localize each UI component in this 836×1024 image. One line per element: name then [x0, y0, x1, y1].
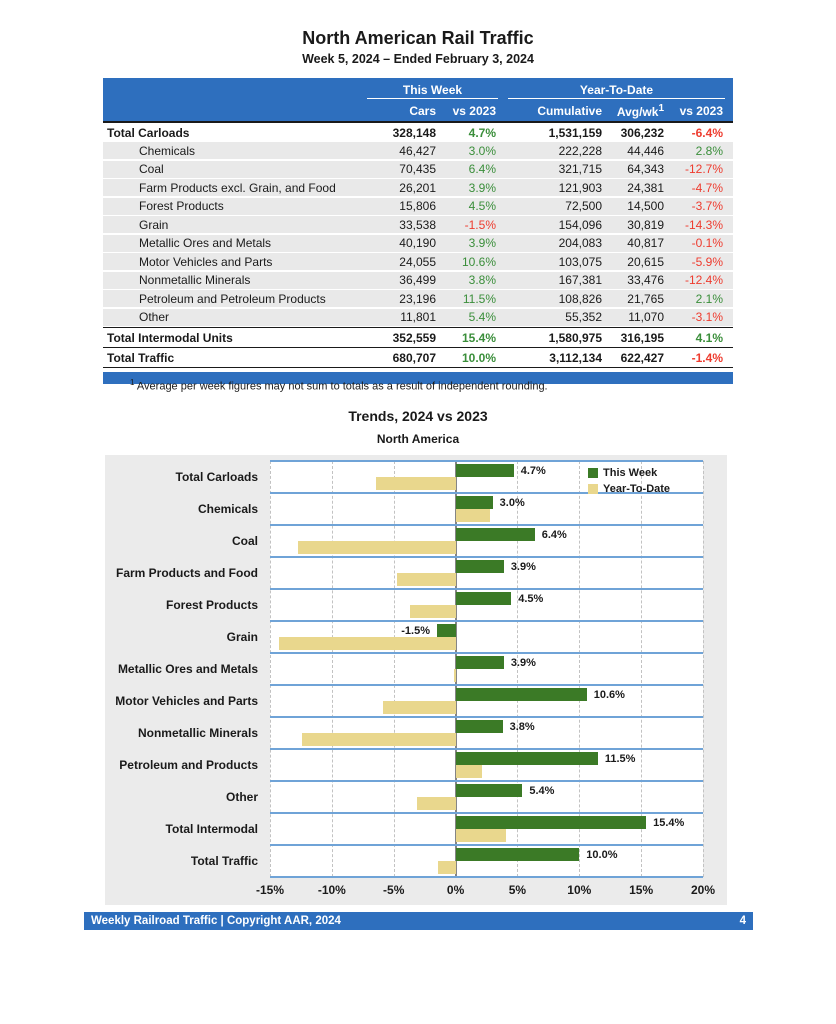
chart-title: Trends, 2024 vs 2023: [348, 408, 488, 424]
row-separator-line: [270, 684, 703, 686]
this-week-bar: [456, 560, 504, 573]
year-to-date-bar: [438, 861, 455, 874]
row-separator-line: [270, 812, 703, 814]
table-bottom-rule: [103, 367, 733, 368]
gridline: [703, 461, 704, 877]
row-avgwk: 14,500: [627, 199, 664, 213]
x-axis-tick-label: 20%: [690, 883, 716, 897]
bar-value-label: 11.5%: [604, 752, 636, 765]
table-row: [103, 253, 733, 270]
row-avgwk: 24,381: [627, 180, 664, 195]
chart-category-label: Chemicals: [197, 502, 258, 516]
row-cars-vs: 4.5%: [468, 199, 496, 213]
chart-category-label: Total Carloads: [175, 470, 258, 484]
chart-category-label: Nonmetallic Minerals: [137, 726, 258, 740]
row-avgwk: 11,070: [628, 310, 664, 324]
table-row: [103, 161, 733, 178]
row-cars-vs: 3.8%: [468, 273, 496, 287]
row-avgwk: 44,446: [627, 143, 664, 158]
year-to-date-bar: [456, 509, 491, 522]
legend-item-year-to-date: [588, 481, 670, 497]
row-avgwk: 64,343: [627, 162, 664, 176]
row-label: Farm Products excl. Grain, and Food: [139, 180, 336, 195]
chart-subtitle: North America: [376, 432, 460, 446]
row-separator-line: [270, 652, 703, 654]
legend-label-this-week: This Week: [603, 467, 658, 479]
bar-value-label: 3.9%: [510, 656, 536, 669]
row-cumulative: 3,112,134: [549, 350, 602, 365]
year-to-date-bar: [417, 797, 455, 810]
row-ytd-vs: -6.4%: [691, 125, 723, 140]
chart-category-label: Total Traffic: [190, 854, 258, 868]
legend-item-this-week: [588, 465, 670, 481]
row-cumulative: 55,352: [565, 310, 602, 324]
row-cars-vs: 15.4%: [461, 330, 496, 345]
bar-value-label: 6.4%: [541, 528, 567, 541]
this-week-bar: [456, 656, 504, 669]
bar-value-label: 10.0%: [586, 848, 618, 861]
this-week-bar: [437, 624, 456, 637]
table-row: [103, 309, 733, 326]
row-ytd-vs: -5.9%: [691, 254, 723, 269]
this-week-bar: [456, 688, 587, 701]
row-cumulative: 103,075: [558, 254, 602, 269]
row-ytd-vs: -4.7%: [691, 180, 723, 195]
this-week-bar: [456, 816, 647, 829]
row-separator-line: [270, 620, 703, 622]
row-avgwk: 316,195: [620, 330, 664, 345]
chart-category-label: Metallic Ores and Metals: [117, 662, 258, 676]
row-cars: 40,190: [399, 236, 436, 250]
table-row: [103, 235, 733, 252]
legend-label-year-to-date: Year-To-Date: [603, 483, 671, 495]
row-cumulative: 222,228: [558, 143, 602, 158]
bar-value-label: 15.4%: [653, 816, 685, 829]
row-cumulative: 204,083: [558, 236, 602, 250]
year-to-date-bar: [456, 765, 482, 778]
year-to-date-bar: [302, 733, 455, 746]
row-label: Total Carloads: [107, 125, 190, 140]
row-cumulative: 72,500: [565, 199, 602, 213]
row-cars: 70,435: [399, 162, 436, 176]
this-week-bar: [456, 592, 512, 605]
row-label: Motor Vehicles and Parts: [139, 254, 273, 269]
table-row: [103, 327, 733, 347]
bar-value-label: 3.9%: [510, 560, 536, 573]
row-separator-line: [270, 876, 703, 878]
row-ytd-vs: -3.1%: [691, 310, 723, 324]
row-avgwk: 21,765: [627, 291, 664, 306]
trends-bar-chart: [105, 455, 727, 905]
col-header-cumulative: Cumulative: [537, 103, 602, 118]
x-axis-tick-label: 10%: [567, 883, 592, 897]
row-label: Total Intermodal Units: [107, 330, 233, 345]
bar-value-label: -1.5%: [401, 624, 430, 637]
chart-category-label: Motor Vehicles and Parts: [115, 694, 258, 708]
row-separator-line: [270, 588, 703, 590]
footnote: $^1$ Average per week figures may not sum to totals as a result of independent rounding.: [130, 378, 548, 393]
bar-value-label: 10.6%: [593, 688, 625, 701]
row-cars-vs: 5.4%: [468, 310, 496, 324]
year-to-date-bar: [279, 637, 456, 650]
row-label: Coal: [139, 162, 164, 176]
row-cars: 24,055: [399, 254, 436, 269]
x-axis-tick-label: -15%: [255, 883, 285, 897]
row-cars: 26,201: [399, 180, 436, 195]
footer-page-number: 4: [739, 915, 746, 927]
row-cars-vs: -1.5%: [464, 217, 496, 232]
row-ytd-vs: -14.3%: [684, 217, 723, 232]
row-ytd-vs: -3.7%: [691, 199, 723, 213]
year-to-date-bar: [454, 669, 455, 682]
row-cumulative: 1,531,159: [548, 125, 602, 140]
row-ytd-vs: -12.7%: [684, 162, 723, 176]
x-axis-tick-label: 0%: [446, 883, 465, 897]
page-subtitle: Week 5, 2024 – Ended February 3, 2024: [302, 52, 534, 66]
table-row: [103, 179, 733, 196]
year-to-date-bar: [383, 701, 456, 714]
row-label: Grain: [139, 217, 169, 232]
row-ytd-vs: 2.8%: [695, 143, 723, 158]
bar-value-label: 3.8%: [509, 720, 535, 733]
row-ytd-vs: 4.1%: [695, 330, 723, 345]
year-to-date-bar: [298, 541, 455, 554]
this-week-bar: [456, 528, 535, 541]
row-cars: 15,806: [399, 199, 436, 213]
row-cumulative: 121,903: [558, 180, 602, 195]
chart-category-label: Coal: [231, 534, 258, 548]
row-label: Metallic Ores and Metals: [139, 236, 272, 250]
row-label: Petroleum and Petroleum Products: [139, 291, 326, 306]
bar-value-label: 5.4%: [529, 784, 555, 797]
row-cars: 352,559: [392, 330, 436, 345]
group-header-year-to-date: Year-To-Date: [508, 83, 725, 99]
table-row: [103, 216, 733, 233]
group-header-this-week: This Week: [367, 83, 498, 99]
row-cumulative: 108,826: [558, 291, 602, 306]
row-ytd-vs: 2.1%: [695, 291, 723, 306]
x-axis-tick-label: 15%: [629, 883, 654, 897]
this-week-bar: [456, 784, 523, 797]
bar-value-label: 4.5%: [518, 592, 544, 605]
row-avgwk: 306,232: [620, 125, 664, 140]
row-cars-vs: 11.5%: [462, 291, 496, 306]
row-ytd-vs: -0.1%: [691, 236, 723, 250]
row-cumulative: 154,096: [558, 217, 602, 232]
row-separator-line: [270, 844, 703, 846]
row-cars-vs: 6.4%: [468, 162, 496, 176]
table-body: [103, 121, 733, 367]
row-cars-vs: 3.9%: [468, 180, 496, 195]
chart-category-label: Farm Products and Food: [115, 566, 258, 580]
table-header: [103, 78, 733, 121]
table-row: [103, 123, 733, 142]
row-avgwk: 30,819: [627, 217, 664, 232]
year-to-date-bar: [456, 829, 507, 842]
row-avgwk: 33,476: [627, 273, 664, 287]
row-cars: 46,427: [399, 143, 436, 158]
x-axis-tick-label: -5%: [383, 883, 405, 897]
row-cumulative: 167,381: [558, 273, 602, 287]
row-cumulative: 321,715: [558, 162, 602, 176]
row-label: Nonmetallic Minerals: [139, 273, 251, 287]
row-label: Chemicals: [139, 143, 196, 158]
row-cars: 11,801: [400, 310, 436, 324]
table-row: [103, 272, 733, 289]
year-to-date-bar: [376, 477, 455, 490]
table-row: [103, 198, 733, 215]
row-separator-line: [270, 716, 703, 718]
chart-category-label: Total Intermodal: [165, 822, 258, 836]
year-to-date-bar: [410, 605, 456, 618]
rail-traffic-table: [103, 78, 733, 384]
col-header-avg-wk: Avg/$wk^1$: [616, 102, 664, 119]
row-cars-vs: 4.7%: [468, 125, 496, 140]
row-label: Total Traffic: [107, 350, 175, 365]
row-separator-line: [270, 460, 703, 462]
table-row: [103, 347, 733, 367]
row-cars: 36,499: [399, 273, 436, 287]
page-footer-bar: [84, 912, 753, 930]
row-cars-vs: 3.9%: [468, 236, 496, 250]
year-to-date-bar: [397, 573, 455, 586]
table-row: [103, 142, 733, 159]
col-header-cars-vs-2023: vs 2023: [452, 103, 496, 118]
chart-category-label: Forest Products: [165, 598, 258, 612]
row-label: Other: [139, 310, 170, 324]
this-week-bar: [456, 496, 493, 509]
this-week-bar: [456, 752, 598, 765]
row-separator-line: [270, 524, 703, 526]
row-separator-line: [270, 556, 703, 558]
footer-text: Weekly Railroad Traffic | Copyright AAR, 2024: [91, 915, 341, 927]
x-axis-tick-label: -10%: [317, 883, 346, 897]
this-week-bar: [456, 464, 514, 477]
chart-category-label: Grain: [226, 630, 258, 644]
row-avgwk: 40,817: [627, 236, 664, 250]
row-cars: 328,148: [392, 125, 436, 140]
row-avgwk: 20,615: [627, 254, 664, 269]
table-row: [103, 290, 733, 307]
row-avgwk: 622,427: [620, 350, 664, 365]
table-group-header-row: [103, 78, 733, 100]
chart-plot-area: [270, 461, 703, 877]
x-axis-tick-label: 5%: [508, 883, 527, 897]
table-column-header-row: [103, 100, 733, 121]
col-header-ytd-vs-2023: vs 2023: [679, 103, 723, 118]
page-title: North American Rail Traffic: [302, 28, 534, 48]
row-cars-vs: 10.0%: [461, 350, 496, 365]
row-cars-vs: 3.0%: [468, 143, 496, 158]
chart-legend: [588, 465, 670, 497]
row-ytd-vs: -12.4%: [684, 273, 723, 287]
year-to-date-swatch-icon: [588, 484, 598, 494]
this-week-bar: [456, 720, 503, 733]
row-label: Forest Products: [139, 199, 224, 213]
row-cars: 23,196: [399, 291, 436, 306]
chart-category-label: Petroleum and Products: [119, 758, 258, 772]
row-cars: 680,707: [392, 350, 436, 365]
col-header-cars: Cars: [409, 103, 436, 118]
row-ytd-vs: -1.4%: [691, 350, 723, 365]
row-separator-line: [270, 748, 703, 750]
row-separator-line: [270, 780, 703, 782]
row-cars-vs: 10.6%: [461, 254, 496, 269]
this-week-swatch-icon: [588, 468, 598, 478]
bar-value-label: 3.0%: [499, 496, 525, 509]
row-cars: 33,538: [399, 217, 436, 232]
this-week-bar: [456, 848, 580, 861]
chart-category-label: Other: [225, 790, 258, 804]
row-cumulative: 1,580,975: [548, 330, 602, 345]
bar-value-label: 4.7%: [520, 464, 546, 477]
